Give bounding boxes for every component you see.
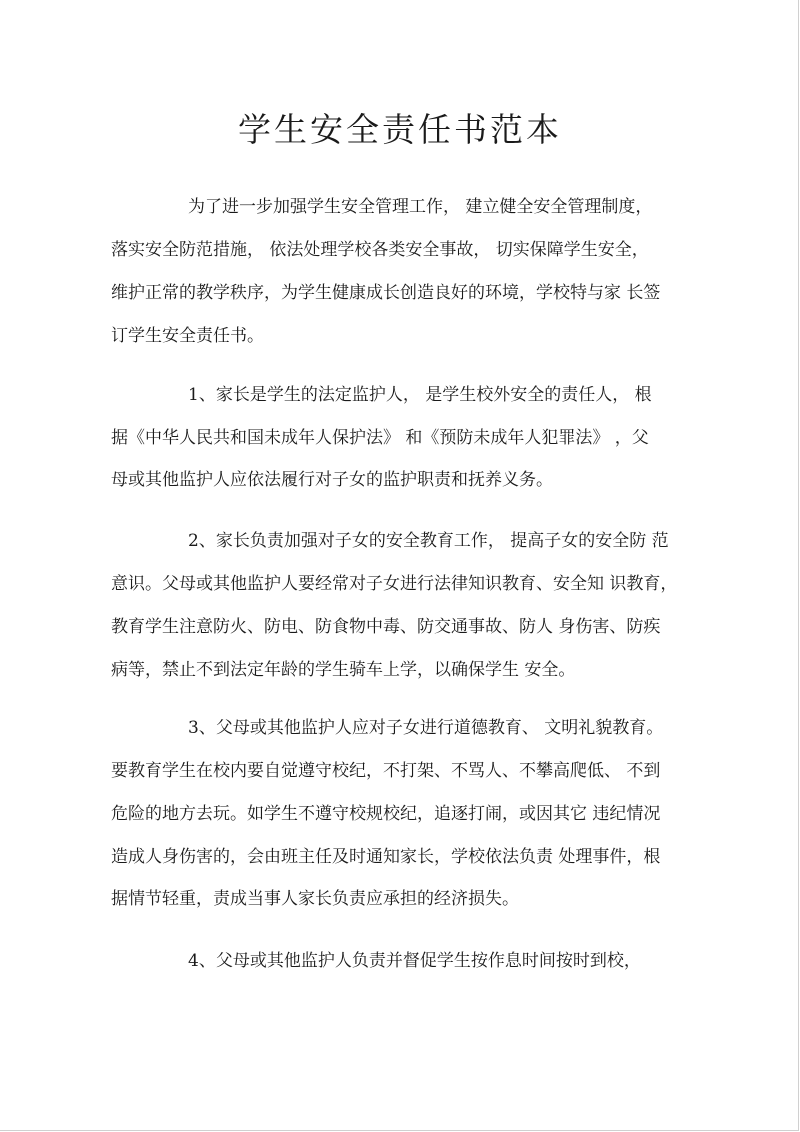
paragraph-1-line-1: 为了进一步加强学生安全管理工作， 建立健全安全管理制度， (188, 197, 653, 217)
paragraph-1-line-3: 维护正常的教学秩序，为学生健康成长创造良好的环境，学校特与家 长签 (111, 283, 661, 303)
paragraph-1-line-2: 落实安全防范措施， 依法处理学校各类安全事故， 切实保障学生安全， (111, 240, 649, 260)
paragraph-4-line-1: 3、父母或其他监护人应对子女进行道德教育、 文明礼貌教育。 (188, 718, 664, 738)
paragraph-2-line-1: 1、家长是学生的法定监护人， 是学生校外安全的责任人， 根 (188, 385, 652, 405)
paragraph-4-line-5: 据情节轻重，责成当事人家长负责应承担的经济损失。 (111, 889, 519, 909)
document-title: 学生安全责任书范本 (238, 110, 562, 149)
paragraph-3-line-3: 教育学生注意防火、防电、防食物中毒、防交通事故、防人 身伤害、防疾 (111, 617, 661, 637)
paragraph-4-line-2: 要教育学生在校内要自觉遵守校纪，不打架、不骂人、不攀高爬低、 不到 (111, 761, 661, 781)
paragraph-4-line-3: 危险的地方去玩。如学生不遵守校规校纪，追逐打闹，或因其它 违纪情况 (111, 804, 661, 824)
paragraph-4-line-4: 造成人身伤害的，会由班主任及时通知家长，学校依法负责 处理事件，根 (111, 847, 661, 867)
paragraph-3-line-1: 2、家长负责加强对子女的安全教育工作， 提高子女的安全防 范 (188, 531, 669, 551)
paragraph-1-line-4: 订学生安全责任书。 (111, 326, 264, 346)
paragraph-5-line-1: 4、父母或其他监护人负责并督促学生按作息时间按时到校， (188, 951, 641, 971)
paragraph-2-line-2: 据《中华人民共和国未成年人保护法》 和《预防未成年人犯罪法》 ，父 (111, 428, 649, 448)
paragraph-2-line-3: 母或其他监护人应依法履行对子女的监护职责和抚养义务。 (111, 470, 553, 490)
paragraph-3-line-2: 意识。父母或其他监护人要经常对子女进行法律知识教育、安全知 识教育， (111, 574, 678, 594)
paragraph-3-line-4: 病等，禁止不到法定年龄的学生骑车上学，以确保学生 安全。 (111, 660, 576, 680)
